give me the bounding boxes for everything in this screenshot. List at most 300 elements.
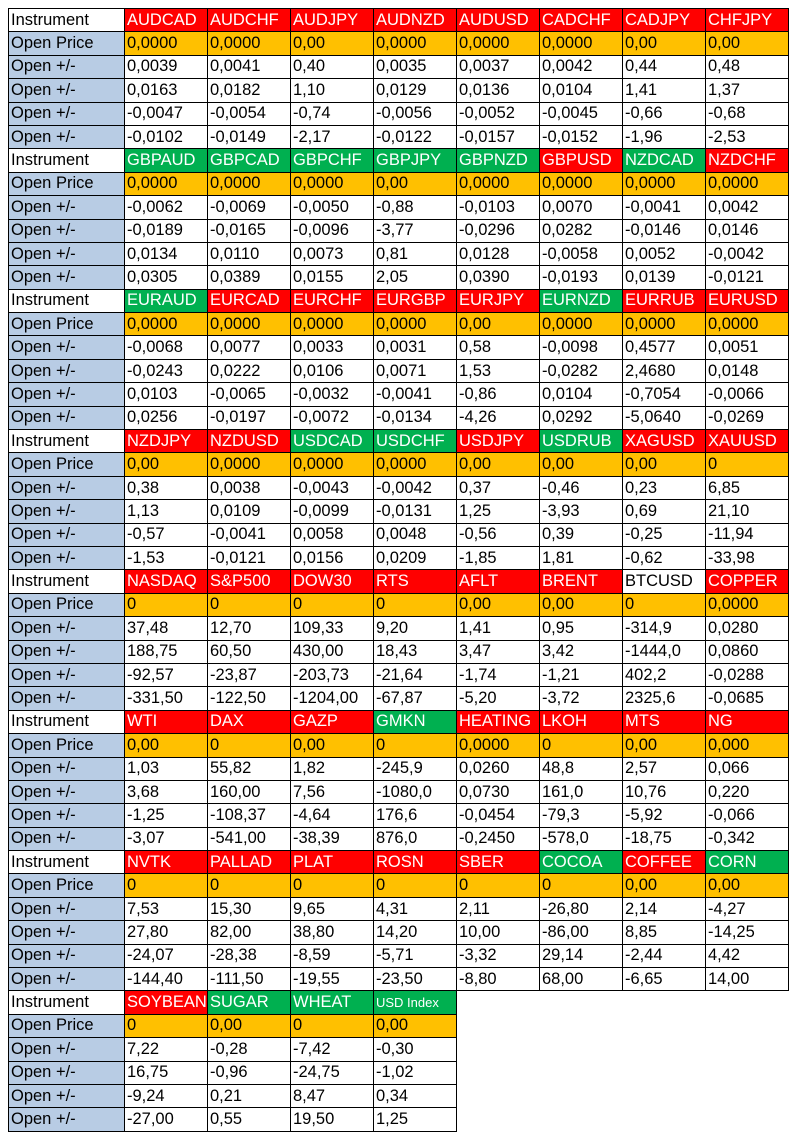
value-cell[interactable]: 0,4577 xyxy=(623,336,706,359)
value-cell[interactable]: -0,0134 xyxy=(374,406,457,429)
value-cell[interactable]: 0,0280 xyxy=(706,617,789,640)
value-cell[interactable]: 0,0163 xyxy=(125,79,208,102)
instrument-name-cell[interactable]: AUDUSD xyxy=(457,9,540,32)
instrument-name-cell[interactable]: GAZP xyxy=(291,710,374,733)
value-cell[interactable]: -0,0069 xyxy=(208,196,291,219)
value-cell[interactable]: -19,55 xyxy=(291,968,374,991)
value-cell[interactable]: 0,0051 xyxy=(706,336,789,359)
value-cell[interactable]: -3,77 xyxy=(374,219,457,242)
value-cell[interactable]: -0,0152 xyxy=(540,125,623,148)
instrument-name-cell[interactable]: DAX xyxy=(208,710,291,733)
open-price-label[interactable]: Open Price xyxy=(9,1014,125,1037)
instrument-label[interactable]: Instrument xyxy=(9,430,125,453)
value-cell[interactable]: 10,76 xyxy=(623,780,706,803)
open-price-cell[interactable]: 0,0000 xyxy=(208,172,291,195)
value-cell[interactable]: -1,25 xyxy=(125,804,208,827)
value-cell[interactable]: -0,0146 xyxy=(623,219,706,242)
value-cell[interactable]: 16,75 xyxy=(125,1061,208,1084)
value-cell[interactable]: -2,44 xyxy=(623,944,706,967)
open-change-label[interactable]: Open +/- xyxy=(9,266,125,289)
instrument-name-cell[interactable]: EURRUB xyxy=(623,289,706,312)
value-cell[interactable]: 21,10 xyxy=(706,500,789,523)
value-cell[interactable]: 1,10 xyxy=(291,79,374,102)
open-price-cell[interactable]: 0,0000 xyxy=(457,172,540,195)
value-cell[interactable]: -33,98 xyxy=(706,546,789,569)
open-change-label[interactable]: Open +/- xyxy=(9,125,125,148)
value-cell[interactable]: -7,42 xyxy=(291,1038,374,1061)
value-cell[interactable]: 82,00 xyxy=(208,921,291,944)
value-cell[interactable]: 1,13 xyxy=(125,500,208,523)
instrument-name-cell[interactable]: HEATING xyxy=(457,710,540,733)
value-cell[interactable]: 0,23 xyxy=(623,476,706,499)
value-cell[interactable]: -5,92 xyxy=(623,804,706,827)
open-price-cell[interactable]: 0,0000 xyxy=(706,172,789,195)
instrument-name-cell[interactable]: CADJPY xyxy=(623,9,706,32)
value-cell[interactable]: 0,37 xyxy=(457,476,540,499)
instrument-label[interactable]: Instrument xyxy=(9,991,125,1014)
value-cell[interactable]: 0,0104 xyxy=(540,383,623,406)
instrument-name-cell[interactable]: S&P500 xyxy=(208,570,291,593)
open-change-label[interactable]: Open +/- xyxy=(9,827,125,850)
open-price-cell[interactable]: 0,00 xyxy=(706,874,789,897)
value-cell[interactable]: 0,0134 xyxy=(125,242,208,265)
value-cell[interactable]: -0,0243 xyxy=(125,359,208,382)
value-cell[interactable]: 4,31 xyxy=(374,897,457,920)
instrument-name-cell[interactable]: GBPCHF xyxy=(291,149,374,172)
value-cell[interactable]: 48,8 xyxy=(540,757,623,780)
instrument-name-cell[interactable]: COCOA xyxy=(540,851,623,874)
value-cell[interactable]: -0,0454 xyxy=(457,804,540,827)
instrument-name-cell[interactable]: MTS xyxy=(623,710,706,733)
open-change-label[interactable]: Open +/- xyxy=(9,55,125,78)
instrument-name-cell[interactable]: EURCAD xyxy=(208,289,291,312)
value-cell[interactable]: -0,0102 xyxy=(125,125,208,148)
value-cell[interactable]: 0,220 xyxy=(706,780,789,803)
value-cell[interactable]: -0,57 xyxy=(125,523,208,546)
value-cell[interactable]: -0,0098 xyxy=(540,336,623,359)
open-price-cell[interactable]: 0,00 xyxy=(457,453,540,476)
value-cell[interactable]: -578,0 xyxy=(540,827,623,850)
open-price-cell[interactable]: 0 xyxy=(208,874,291,897)
value-cell[interactable]: -0,0042 xyxy=(374,476,457,499)
value-cell[interactable]: 8,47 xyxy=(291,1084,374,1107)
instrument-name-cell[interactable]: EURAUD xyxy=(125,289,208,312)
value-cell[interactable]: -1204,00 xyxy=(291,687,374,710)
instrument-name-cell[interactable]: SUGAR xyxy=(208,991,291,1014)
value-cell[interactable]: -0,0269 xyxy=(706,406,789,429)
value-cell[interactable]: 0,0282 xyxy=(540,219,623,242)
open-price-cell[interactable]: 0 xyxy=(208,593,291,616)
value-cell[interactable]: -0,0121 xyxy=(208,546,291,569)
value-cell[interactable]: 0,38 xyxy=(125,476,208,499)
value-cell[interactable]: -67,87 xyxy=(374,687,457,710)
open-price-cell[interactable]: 0 xyxy=(291,874,374,897)
value-cell[interactable]: -0,28 xyxy=(208,1038,291,1061)
open-price-cell[interactable]: 0,0000 xyxy=(374,32,457,55)
value-cell[interactable]: -0,66 xyxy=(623,102,706,125)
instrument-name-cell[interactable]: WHEAT xyxy=(291,991,374,1014)
value-cell[interactable]: 188,75 xyxy=(125,640,208,663)
value-cell[interactable]: -24,07 xyxy=(125,944,208,967)
value-cell[interactable]: -0,62 xyxy=(623,546,706,569)
value-cell[interactable]: -331,50 xyxy=(125,687,208,710)
value-cell[interactable]: 1,37 xyxy=(706,79,789,102)
instrument-name-cell[interactable]: COFFEE xyxy=(623,851,706,874)
value-cell[interactable]: -0,066 xyxy=(706,804,789,827)
value-cell[interactable]: 0,58 xyxy=(457,336,540,359)
instrument-name-cell[interactable]: WTI xyxy=(125,710,208,733)
value-cell[interactable]: -108,37 xyxy=(208,804,291,827)
value-cell[interactable]: 0,066 xyxy=(706,757,789,780)
value-cell[interactable]: 0,21 xyxy=(208,1084,291,1107)
value-cell[interactable]: -2,17 xyxy=(291,125,374,148)
value-cell[interactable]: 1,25 xyxy=(457,500,540,523)
open-price-cell[interactable]: 0,0000 xyxy=(125,172,208,195)
instrument-label[interactable]: Instrument xyxy=(9,9,125,32)
value-cell[interactable]: -0,46 xyxy=(540,476,623,499)
value-cell[interactable]: 0,0110 xyxy=(208,242,291,265)
value-cell[interactable]: 0,0071 xyxy=(374,359,457,382)
open-price-cell[interactable]: 0,0000 xyxy=(374,313,457,336)
instrument-name-cell[interactable]: AFLT xyxy=(457,570,540,593)
instrument-name-cell[interactable]: BRENT xyxy=(540,570,623,593)
value-cell[interactable]: 0,0146 xyxy=(706,219,789,242)
value-cell[interactable]: 0,0077 xyxy=(208,336,291,359)
open-price-label[interactable]: Open Price xyxy=(9,593,125,616)
value-cell[interactable]: 1,41 xyxy=(457,617,540,640)
open-price-cell[interactable]: 0,00 xyxy=(706,32,789,55)
instrument-name-cell[interactable]: LKOH xyxy=(540,710,623,733)
value-cell[interactable]: -3,93 xyxy=(540,500,623,523)
open-price-cell[interactable]: 0 xyxy=(374,734,457,757)
value-cell[interactable]: -0,88 xyxy=(374,196,457,219)
value-cell[interactable]: 109,33 xyxy=(291,617,374,640)
value-cell[interactable]: 0,0104 xyxy=(540,79,623,102)
value-cell[interactable]: 1,82 xyxy=(291,757,374,780)
value-cell[interactable]: -0,0296 xyxy=(457,219,540,242)
value-cell[interactable]: 0,0106 xyxy=(291,359,374,382)
value-cell[interactable]: -0,0043 xyxy=(291,476,374,499)
value-cell[interactable]: -1,96 xyxy=(623,125,706,148)
value-cell[interactable]: 0,0155 xyxy=(291,266,374,289)
value-cell[interactable]: 2,05 xyxy=(374,266,457,289)
value-cell[interactable]: -1,74 xyxy=(457,663,540,686)
value-cell[interactable]: -111,50 xyxy=(208,968,291,991)
value-cell[interactable]: -0,30 xyxy=(374,1038,457,1061)
value-cell[interactable]: 37,48 xyxy=(125,617,208,640)
instrument-name-cell[interactable]: XAUUSD xyxy=(706,430,789,453)
value-cell[interactable]: 0,0730 xyxy=(457,780,540,803)
instrument-name-cell[interactable]: USDCHF xyxy=(374,430,457,453)
value-cell[interactable]: -541,00 xyxy=(208,827,291,850)
value-cell[interactable]: 0,0260 xyxy=(457,757,540,780)
value-cell[interactable]: -1444,0 xyxy=(623,640,706,663)
open-price-cell[interactable]: 0,0000 xyxy=(291,172,374,195)
value-cell[interactable]: -18,75 xyxy=(623,827,706,850)
instrument-name-cell[interactable]: GBPNZD xyxy=(457,149,540,172)
open-change-label[interactable]: Open +/- xyxy=(9,336,125,359)
instrument-name-cell[interactable]: AUDCAD xyxy=(125,9,208,32)
value-cell[interactable]: -92,57 xyxy=(125,663,208,686)
value-cell[interactable]: 0,0182 xyxy=(208,79,291,102)
value-cell[interactable]: 10,00 xyxy=(457,921,540,944)
instrument-name-cell[interactable]: NZDCAD xyxy=(623,149,706,172)
instrument-name-cell[interactable]: EURCHF xyxy=(291,289,374,312)
value-cell[interactable]: -0,25 xyxy=(623,523,706,546)
value-cell[interactable]: 0,0042 xyxy=(706,196,789,219)
value-cell[interactable]: 0,0033 xyxy=(291,336,374,359)
value-cell[interactable]: -0,0096 xyxy=(291,219,374,242)
value-cell[interactable]: -8,59 xyxy=(291,944,374,967)
open-price-label[interactable]: Open Price xyxy=(9,453,125,476)
instrument-name-cell[interactable]: AUDNZD xyxy=(374,9,457,32)
instrument-name-cell[interactable]: EURGBP xyxy=(374,289,457,312)
instrument-name-cell[interactable]: CADCHF xyxy=(540,9,623,32)
value-cell[interactable]: 60,50 xyxy=(208,640,291,663)
value-cell[interactable]: 1,53 xyxy=(457,359,540,382)
value-cell[interactable]: -0,0041 xyxy=(374,383,457,406)
open-price-cell[interactable]: 0,0000 xyxy=(125,32,208,55)
value-cell[interactable]: 0,0139 xyxy=(623,266,706,289)
value-cell[interactable]: -86,00 xyxy=(540,921,623,944)
open-price-cell[interactable]: 0,0000 xyxy=(291,313,374,336)
open-price-cell[interactable]: 0 xyxy=(540,734,623,757)
open-price-cell[interactable]: 0,00 xyxy=(208,1014,291,1037)
value-cell[interactable]: 0,0052 xyxy=(623,242,706,265)
value-cell[interactable]: -5,0640 xyxy=(623,406,706,429)
value-cell[interactable]: -203,73 xyxy=(291,663,374,686)
value-cell[interactable]: 2,14 xyxy=(623,897,706,920)
value-cell[interactable]: 1,25 xyxy=(374,1108,457,1131)
value-cell[interactable]: 6,85 xyxy=(706,476,789,499)
value-cell[interactable]: -0,74 xyxy=(291,102,374,125)
open-price-cell[interactable]: 0,00 xyxy=(623,453,706,476)
value-cell[interactable]: -0,0050 xyxy=(291,196,374,219)
value-cell[interactable]: 0,0037 xyxy=(457,55,540,78)
value-cell[interactable]: 0,0128 xyxy=(457,242,540,265)
value-cell[interactable]: -0,0068 xyxy=(125,336,208,359)
value-cell[interactable]: -4,64 xyxy=(291,804,374,827)
value-cell[interactable]: 0,0148 xyxy=(706,359,789,382)
open-change-label[interactable]: Open +/- xyxy=(9,944,125,967)
value-cell[interactable]: 0,81 xyxy=(374,242,457,265)
value-cell[interactable]: -3,32 xyxy=(457,944,540,967)
open-change-label[interactable]: Open +/- xyxy=(9,359,125,382)
open-price-cell[interactable]: 0,0000 xyxy=(540,313,623,336)
open-price-cell[interactable]: 0,0000 xyxy=(623,172,706,195)
value-cell[interactable]: 15,30 xyxy=(208,897,291,920)
value-cell[interactable]: -0,0149 xyxy=(208,125,291,148)
instrument-name-cell[interactable]: EURNZD xyxy=(540,289,623,312)
value-cell[interactable]: 27,80 xyxy=(125,921,208,944)
open-change-label[interactable]: Open +/- xyxy=(9,617,125,640)
value-cell[interactable]: 0,0070 xyxy=(540,196,623,219)
value-cell[interactable]: -0,0072 xyxy=(291,406,374,429)
open-price-cell[interactable]: 0,00 xyxy=(623,32,706,55)
value-cell[interactable]: 0,0209 xyxy=(374,546,457,569)
open-price-cell[interactable]: 0,0000 xyxy=(208,453,291,476)
value-cell[interactable]: 3,47 xyxy=(457,640,540,663)
value-cell[interactable]: 14,00 xyxy=(706,968,789,991)
open-price-cell[interactable]: 0,00 xyxy=(374,1014,457,1037)
value-cell[interactable]: 19,50 xyxy=(291,1108,374,1131)
value-cell[interactable]: -0,0056 xyxy=(374,102,457,125)
open-change-label[interactable]: Open +/- xyxy=(9,640,125,663)
open-price-cell[interactable]: 0,0000 xyxy=(706,313,789,336)
value-cell[interactable]: -23,87 xyxy=(208,663,291,686)
value-cell[interactable]: 0,48 xyxy=(706,55,789,78)
value-cell[interactable]: 0,0038 xyxy=(208,476,291,499)
open-price-cell[interactable]: 0,0000 xyxy=(208,32,291,55)
value-cell[interactable]: -23,50 xyxy=(374,968,457,991)
value-cell[interactable]: 18,43 xyxy=(374,640,457,663)
value-cell[interactable]: 0,39 xyxy=(540,523,623,546)
instrument-name-cell[interactable]: SBER xyxy=(457,851,540,874)
value-cell[interactable]: -0,0066 xyxy=(706,383,789,406)
value-cell[interactable]: -0,96 xyxy=(208,1061,291,1084)
value-cell[interactable]: 0,0156 xyxy=(291,546,374,569)
value-cell[interactable]: 7,22 xyxy=(125,1038,208,1061)
instrument-name-cell[interactable]: BTCUSD xyxy=(623,570,706,593)
value-cell[interactable]: 68,00 xyxy=(540,968,623,991)
value-cell[interactable]: 0,69 xyxy=(623,500,706,523)
value-cell[interactable]: 2,57 xyxy=(623,757,706,780)
value-cell[interactable]: -0,0282 xyxy=(540,359,623,382)
value-cell[interactable]: -0,0121 xyxy=(706,266,789,289)
value-cell[interactable]: -1,02 xyxy=(374,1061,457,1084)
open-price-cell[interactable]: 0,00 xyxy=(623,874,706,897)
value-cell[interactable]: -0,86 xyxy=(457,383,540,406)
open-change-label[interactable]: Open +/- xyxy=(9,383,125,406)
open-price-cell[interactable]: 0,0000 xyxy=(540,32,623,55)
open-price-cell[interactable]: 0,0000 xyxy=(125,313,208,336)
open-price-cell[interactable]: 0 xyxy=(706,453,789,476)
value-cell[interactable]: 0,0256 xyxy=(125,406,208,429)
instrument-name-cell[interactable]: DOW30 xyxy=(291,570,374,593)
open-change-label[interactable]: Open +/- xyxy=(9,663,125,686)
value-cell[interactable]: -122,50 xyxy=(208,687,291,710)
instrument-name-cell[interactable]: NZDCHF xyxy=(706,149,789,172)
value-cell[interactable]: 0,0389 xyxy=(208,266,291,289)
value-cell[interactable]: -0,0165 xyxy=(208,219,291,242)
value-cell[interactable]: -4,26 xyxy=(457,406,540,429)
value-cell[interactable]: 0,0109 xyxy=(208,500,291,523)
value-cell[interactable]: 0,0042 xyxy=(540,55,623,78)
value-cell[interactable]: 38,80 xyxy=(291,921,374,944)
instrument-name-cell[interactable]: EURUSD xyxy=(706,289,789,312)
value-cell[interactable]: -0,0131 xyxy=(374,500,457,523)
value-cell[interactable]: -1,21 xyxy=(540,663,623,686)
instrument-name-cell[interactable]: NASDAQ xyxy=(125,570,208,593)
value-cell[interactable]: -314,9 xyxy=(623,617,706,640)
instrument-name-cell[interactable]: NZDUSD xyxy=(208,430,291,453)
value-cell[interactable]: -14,25 xyxy=(706,921,789,944)
open-price-cell[interactable]: 0 xyxy=(623,593,706,616)
value-cell[interactable]: 7,53 xyxy=(125,897,208,920)
value-cell[interactable]: -245,9 xyxy=(374,757,457,780)
value-cell[interactable]: -0,2450 xyxy=(457,827,540,850)
value-cell[interactable]: 12,70 xyxy=(208,617,291,640)
open-change-label[interactable]: Open +/- xyxy=(9,196,125,219)
value-cell[interactable]: 176,6 xyxy=(374,804,457,827)
instrument-label[interactable]: Instrument xyxy=(9,710,125,733)
value-cell[interactable]: 0,55 xyxy=(208,1108,291,1131)
open-price-cell[interactable]: 0,0000 xyxy=(457,32,540,55)
open-change-label[interactable]: Open +/- xyxy=(9,500,125,523)
value-cell[interactable]: -0,0288 xyxy=(706,663,789,686)
open-price-cell[interactable]: 0,00 xyxy=(540,453,623,476)
value-cell[interactable]: 55,82 xyxy=(208,757,291,780)
instrument-name-cell[interactable]: GBPJPY xyxy=(374,149,457,172)
instrument-name-cell[interactable]: GBPUSD xyxy=(540,149,623,172)
open-price-cell[interactable]: 0 xyxy=(125,593,208,616)
value-cell[interactable]: -0,0045 xyxy=(540,102,623,125)
value-cell[interactable]: 430,00 xyxy=(291,640,374,663)
value-cell[interactable]: -0,0042 xyxy=(706,242,789,265)
open-price-cell[interactable]: 0,0000 xyxy=(291,453,374,476)
value-cell[interactable]: 0,0860 xyxy=(706,640,789,663)
open-price-cell[interactable]: 0 xyxy=(374,874,457,897)
value-cell[interactable]: 0,34 xyxy=(374,1084,457,1107)
value-cell[interactable]: -0,0041 xyxy=(208,523,291,546)
open-price-cell[interactable]: 0,0000 xyxy=(374,453,457,476)
instrument-name-cell[interactable]: CORN xyxy=(706,851,789,874)
value-cell[interactable]: 0,0048 xyxy=(374,523,457,546)
open-price-cell[interactable]: 0,00 xyxy=(374,172,457,195)
value-cell[interactable]: -0,0032 xyxy=(291,383,374,406)
instrument-name-cell[interactable]: NVTK xyxy=(125,851,208,874)
value-cell[interactable]: -0,0054 xyxy=(208,102,291,125)
value-cell[interactable]: -0,0122 xyxy=(374,125,457,148)
value-cell[interactable]: -1,53 xyxy=(125,546,208,569)
open-price-label[interactable]: Open Price xyxy=(9,313,125,336)
value-cell[interactable]: 7,56 xyxy=(291,780,374,803)
open-price-cell[interactable]: 0,00 xyxy=(623,734,706,757)
value-cell[interactable]: -0,0157 xyxy=(457,125,540,148)
value-cell[interactable]: -1080,0 xyxy=(374,780,457,803)
value-cell[interactable]: 0,0041 xyxy=(208,55,291,78)
open-price-cell[interactable]: 0 xyxy=(374,593,457,616)
open-price-cell[interactable]: 0,00 xyxy=(457,593,540,616)
value-cell[interactable]: -11,94 xyxy=(706,523,789,546)
instrument-name-cell[interactable]: RTS xyxy=(374,570,457,593)
instrument-name-cell[interactable]: CHFJPY xyxy=(706,9,789,32)
instrument-name-cell[interactable]: GBPAUD xyxy=(125,149,208,172)
open-price-cell[interactable]: 0,00 xyxy=(125,734,208,757)
value-cell[interactable]: -0,0065 xyxy=(208,383,291,406)
value-cell[interactable]: 160,00 xyxy=(208,780,291,803)
value-cell[interactable]: -6,65 xyxy=(623,968,706,991)
value-cell[interactable]: -0,0193 xyxy=(540,266,623,289)
value-cell[interactable]: -0,0099 xyxy=(291,500,374,523)
open-price-cell[interactable]: 0,00 xyxy=(540,593,623,616)
open-price-cell[interactable]: 0,0000 xyxy=(706,593,789,616)
instrument-label[interactable]: Instrument xyxy=(9,851,125,874)
open-price-cell[interactable]: 0 xyxy=(291,593,374,616)
open-change-label[interactable]: Open +/- xyxy=(9,780,125,803)
open-change-label[interactable]: Open +/- xyxy=(9,523,125,546)
value-cell[interactable]: 0,0035 xyxy=(374,55,457,78)
instrument-name-cell[interactable]: AUDCHF xyxy=(208,9,291,32)
open-price-cell[interactable]: 0,00 xyxy=(291,734,374,757)
open-change-label[interactable]: Open +/- xyxy=(9,757,125,780)
value-cell[interactable]: 2325,6 xyxy=(623,687,706,710)
value-cell[interactable]: 0,0136 xyxy=(457,79,540,102)
open-price-label[interactable]: Open Price xyxy=(9,172,125,195)
value-cell[interactable]: -0,0062 xyxy=(125,196,208,219)
open-change-label[interactable]: Open +/- xyxy=(9,804,125,827)
value-cell[interactable]: -0,0103 xyxy=(457,196,540,219)
